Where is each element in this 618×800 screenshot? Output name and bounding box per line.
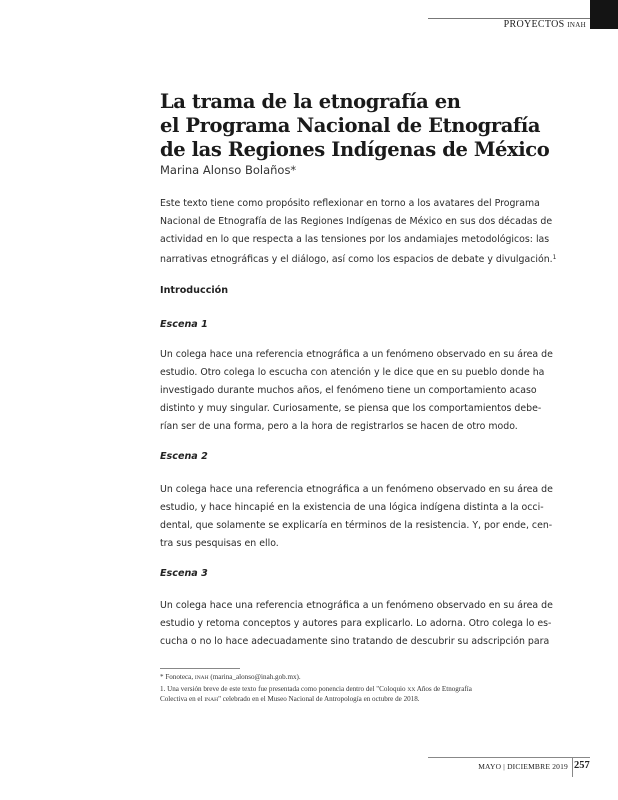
title-line: La trama de la etnografía en [160, 90, 461, 113]
section-heading-introduction: Introducción [160, 285, 229, 296]
scene-heading-1: Escena 1 [160, 319, 208, 330]
scene-heading-3: Escena 3 [160, 568, 208, 579]
scene-heading-2: Escena 2 [160, 451, 208, 462]
text-line: tra sus pesquisas en ello. [160, 538, 279, 550]
text-line: estudio, y hace hincapié en la existencia de una lógica indígena distinta a la occi- [160, 502, 544, 514]
text-line: investigado durante muchos años, el fenómeno tiene un comportamiento acaso [160, 385, 537, 397]
footer-separator [572, 757, 573, 777]
footnote-text: " celebrado en el Museo Nacional de Antropología en octubre de 2018. [218, 695, 420, 703]
footnote-roman-numeral: XX [407, 687, 416, 693]
text-line: Este texto tiene como propósito reflexionar en torno a los avatares del Programa [160, 198, 540, 209]
footnote-institution: INAH [204, 697, 219, 703]
footnote-text: Años de Etnografía [415, 685, 472, 693]
footnote-rule [160, 668, 240, 669]
text-line: Nacional de Etnografía de las Regiones Indígenas de México en sus dos décadas de [160, 216, 553, 228]
footnote-institution: INAH [194, 675, 209, 681]
text-line-content: narrativas etnográficas y el diálogo, así como los espacios de debate y divulgación. [160, 254, 553, 266]
text-line: dental, que solamente se explicaría en términos de la resistencia. Y, por ende, cen- [160, 520, 553, 532]
footnote-text: Colectiva en el [160, 695, 205, 703]
page-number: 257 [574, 760, 590, 771]
text-line: estudio. Otro colega lo escucha con atención y le dice que en su pueblo donde ha [160, 367, 545, 379]
footnote-1 [160, 685, 540, 705]
scene-1-paragraph [160, 346, 553, 436]
header-institution: INAH [567, 21, 586, 29]
title-line: de las Regiones Indígenas de México [160, 138, 550, 161]
footnote-email: (marina_alonso@inah.gob.mx). [208, 673, 301, 681]
text-line: Un colega hace una referencia etnográfica a un fenómeno observado en su área de [160, 349, 553, 360]
text-line: actividad en lo que respecta a las tensiones por los andamiajes metodológicos: las [160, 234, 550, 246]
text-line: cucha o no lo hace adecuadamente sino tratando de descubrir su adscripción para [160, 636, 550, 648]
author-name: Marina Alonso Bolaños* [160, 163, 297, 177]
abstract-paragraph [160, 195, 557, 269]
article-title [160, 90, 590, 162]
running-header [470, 19, 586, 30]
scene-2-paragraph [160, 481, 553, 553]
title-line: el Programa Nacional de Etnografía [160, 114, 541, 137]
text-line [160, 249, 557, 269]
page-corner-tab [590, 0, 618, 29]
footer-issue: MAYO | DICIEMBRE 2019 [478, 762, 568, 771]
text-line: Un colega hace una referencia etnográfica a un fenómeno observado en su área de [160, 600, 553, 611]
text-line: distinto y muy singular. Curiosamente, se piensa que los comportamientos debe- [160, 403, 542, 415]
text-line: estudio y retoma conceptos y autores para explicarlo. Lo adorna. Otro colega lo es- [160, 618, 552, 630]
footnote-text: * Fonoteca, [160, 673, 195, 681]
footnote-ref: 1 [552, 254, 557, 262]
header-section: PROYECTOS [503, 19, 565, 30]
text-line: rían ser de una forma, pero a la hora de registrarlos se hacen de otro modo. [160, 421, 518, 433]
footnote-author [160, 673, 540, 683]
scene-3-paragraph [160, 597, 553, 651]
text-line: Un colega hace una referencia etnográfica a un fenómeno observado en su área de [160, 484, 553, 495]
footnote-text: 1. Una versión breve de este texto fue presentada como ponencia dentro del "Coloquio [160, 685, 408, 693]
footer-rule [428, 757, 590, 758]
